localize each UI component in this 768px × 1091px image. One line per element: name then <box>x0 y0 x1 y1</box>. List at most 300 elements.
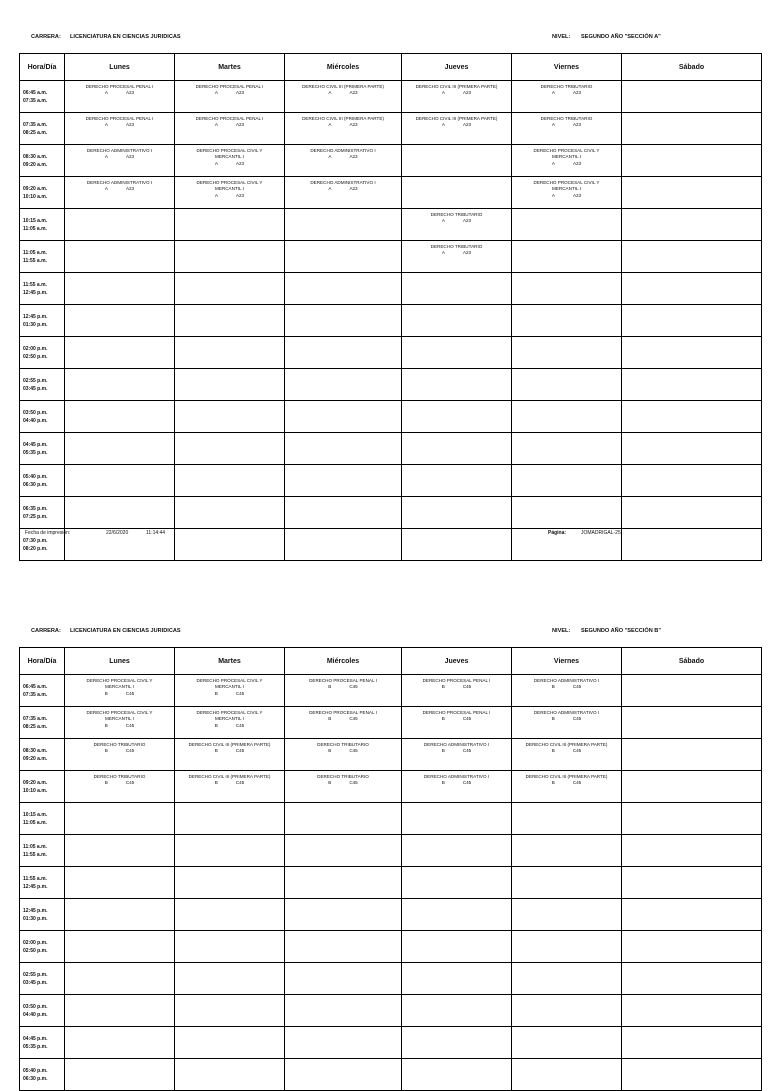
schedule-cell <box>402 241 512 273</box>
schedule-table <box>19 647 762 1091</box>
schedule-cell <box>65 145 175 177</box>
class-entry <box>175 116 284 129</box>
fecha-impresion: 22/6/2020 <box>106 530 129 536</box>
class-entry <box>65 116 174 129</box>
schedule-cell <box>175 81 285 113</box>
time-start: 03:50 p.m. <box>23 409 48 416</box>
class-entry <box>512 180 621 199</box>
schedule-cell <box>402 497 512 529</box>
class-entry <box>512 84 621 97</box>
time-start: 07:35 a.m. <box>23 121 48 128</box>
course-name-cont: MERCANTIL I <box>215 716 244 722</box>
time-slot <box>20 835 65 867</box>
section-code: A <box>551 160 555 166</box>
nivel-value: SEGUNDO AÑO "SECCIÓN B" <box>581 628 661 634</box>
course-name: DERECHO TRIBUTARIO <box>317 742 369 747</box>
fecha-impresion-label: Fecha de impresión: <box>25 530 71 536</box>
pagina-label: Página: <box>548 530 567 536</box>
section-code: A <box>104 154 108 160</box>
schedule-cell <box>175 497 285 529</box>
room-code: A23 <box>235 160 245 166</box>
time-slot <box>20 497 65 529</box>
time-slot <box>20 803 65 835</box>
course-name: DERECHO PROCESAL PENAL I <box>422 710 491 715</box>
schedule-cell <box>402 273 512 305</box>
course-name: DERECHO CIVIL III (PRIMERA PARTE) <box>188 742 271 747</box>
schedule-cell <box>402 867 512 899</box>
nivel-value: SEGUNDO AÑO "SECCIÓN A" <box>581 34 661 40</box>
schedule-cell <box>402 995 512 1027</box>
time-end: 06:30 p.m. <box>23 1075 48 1082</box>
schedule-cell <box>175 995 285 1027</box>
course-name-cont: MERCANTIL I <box>215 154 244 160</box>
time-slot <box>20 465 65 497</box>
schedule-cell <box>285 465 402 497</box>
time-end: 02:50 p.m. <box>23 353 48 360</box>
schedule-cell <box>175 273 285 305</box>
table-row <box>20 739 762 771</box>
table-row <box>20 1027 762 1059</box>
time-slot <box>20 81 65 113</box>
course-meta <box>285 748 401 754</box>
time-end: 10:10 a.m. <box>23 787 48 794</box>
time-end: 11:05 a.m. <box>23 819 47 826</box>
header-day-2: Miércoles <box>285 648 402 675</box>
course-name: DERECHO ADMINISTRATIVO I <box>533 710 600 715</box>
time-end: 07:25 p.m. <box>23 513 48 520</box>
table-row <box>20 81 762 113</box>
table-row <box>20 177 762 209</box>
time-end: 08:20 p.m. <box>23 545 48 552</box>
schedule-cell <box>512 675 622 707</box>
schedule-cell <box>65 273 175 305</box>
table-row <box>20 369 762 401</box>
schedule-cell <box>622 995 762 1027</box>
schedule-cell <box>175 113 285 145</box>
time-slot <box>20 305 65 337</box>
time-start: 12:45 p.m. <box>23 907 48 914</box>
room-code: C45 <box>349 748 358 754</box>
schedule-cell <box>512 177 622 209</box>
time-end: 03:45 p.m. <box>23 385 48 392</box>
schedule-cell <box>175 867 285 899</box>
class-entry <box>175 710 284 729</box>
schedule-cell <box>402 771 512 803</box>
section-code: A <box>214 122 218 128</box>
schedule-cell <box>622 209 762 241</box>
course-meta <box>65 186 174 192</box>
schedule-cell <box>512 1027 622 1059</box>
room-code: C45 <box>235 748 245 754</box>
schedule-cell <box>285 867 402 899</box>
course-meta <box>65 90 174 96</box>
schedule-cell <box>65 369 175 401</box>
room-code: A23 <box>349 186 358 192</box>
time-slot <box>20 963 65 995</box>
schedule-cell <box>512 273 622 305</box>
schedule-cell <box>622 1027 762 1059</box>
course-meta <box>402 716 511 722</box>
schedule-cell <box>65 739 175 771</box>
section-code: A <box>441 122 445 128</box>
schedule-cell <box>285 963 402 995</box>
header-day-3: Jueves <box>402 648 512 675</box>
header-hora-dia: Hora/Día <box>20 54 65 81</box>
course-name-cont: MERCANTIL I <box>552 154 581 160</box>
section-code: B <box>441 716 445 722</box>
schedule-cell <box>65 1027 175 1059</box>
class-entry <box>285 148 401 161</box>
schedule-cell <box>285 803 402 835</box>
schedule-cell <box>622 529 762 561</box>
header-hora-dia: Hora/Día <box>20 648 65 675</box>
table-row <box>20 771 762 803</box>
schedule-cell <box>285 337 402 369</box>
class-entry <box>65 678 174 697</box>
course-meta <box>402 90 511 96</box>
room-code: A23 <box>125 122 135 128</box>
schedule-cell <box>285 931 402 963</box>
room-code: C45 <box>349 780 358 786</box>
table-row <box>20 675 762 707</box>
course-name: DERECHO CIVIL III (PRIMERA PARTE) <box>525 774 608 779</box>
course-name: DERECHO PROCESAL PENAL I <box>422 678 491 683</box>
class-entry <box>512 774 621 787</box>
section-code: B <box>104 690 108 696</box>
schedule-cell <box>402 963 512 995</box>
schedule-cell <box>65 401 175 433</box>
course-name: DERECHO PROCESAL PENAL I <box>85 84 154 89</box>
table-row <box>20 803 762 835</box>
hora-impresion: 11:14:44 <box>146 530 166 536</box>
room-code: A23 <box>235 192 245 198</box>
course-name: DERECHO CIVIL III (PRIMERA PARTE) <box>415 84 498 89</box>
course-meta <box>65 780 174 786</box>
schedule-cell <box>285 81 402 113</box>
class-entry <box>512 148 621 167</box>
time-end: 10:10 a.m. <box>23 193 48 200</box>
schedule-cell <box>175 707 285 739</box>
time-slot <box>20 867 65 899</box>
table-row <box>20 931 762 963</box>
course-name: DERECHO PROCESAL CIVIL Y <box>196 180 263 185</box>
course-name: DERECHO TRIBUTARIO <box>540 84 593 89</box>
time-start: 04:45 p.m. <box>23 1035 48 1042</box>
schedule-cell <box>175 963 285 995</box>
time-slot <box>20 177 65 209</box>
class-entry <box>402 244 511 257</box>
schedule-cell <box>512 209 622 241</box>
time-slot <box>20 113 65 145</box>
time-end: 06:30 p.m. <box>23 481 48 488</box>
time-end: 07:35 a.m. <box>23 691 48 698</box>
section-code: A <box>104 122 108 128</box>
time-start: 11:05 a.m. <box>23 843 47 850</box>
schedule-cell <box>622 177 762 209</box>
room-code: C45 <box>572 780 582 786</box>
schedule-cell <box>65 1059 175 1091</box>
schedule-cell <box>175 675 285 707</box>
room-code: A23 <box>572 122 582 128</box>
schedule-cell <box>175 1027 285 1059</box>
time-slot <box>20 707 65 739</box>
table-row <box>20 209 762 241</box>
section-code: B <box>104 722 108 728</box>
schedule-cell <box>65 209 175 241</box>
room-code: A23 <box>125 154 135 160</box>
course-meta <box>175 122 284 128</box>
time-start: 03:50 p.m. <box>23 1003 48 1010</box>
schedule-cell <box>622 675 762 707</box>
schedule-cell <box>65 465 175 497</box>
schedule-cell <box>175 305 285 337</box>
schedule-cell <box>622 433 762 465</box>
carrera-value: LICENCIATURA EN CIENCIAS JURIDICAS <box>70 628 181 634</box>
class-entry <box>285 180 401 193</box>
section-code: B <box>441 780 445 786</box>
class-entry <box>175 84 284 97</box>
course-name: DERECHO PROCESAL CIVIL Y <box>533 148 600 153</box>
course-name: DERECHO PROCESAL PENAL I <box>309 710 377 715</box>
course-meta <box>285 684 401 690</box>
schedule-cell <box>175 771 285 803</box>
schedule-cell <box>622 305 762 337</box>
schedule-cell <box>65 241 175 273</box>
schedule-cell <box>402 401 512 433</box>
schedule-cell <box>175 1059 285 1091</box>
room-code: A23 <box>125 186 135 192</box>
time-slot <box>20 1027 65 1059</box>
section-code: A <box>328 186 332 192</box>
class-entry <box>175 180 284 199</box>
schedule-cell <box>512 465 622 497</box>
class-entry <box>65 148 174 161</box>
class-entry <box>175 148 284 167</box>
class-entry <box>512 742 621 755</box>
room-code: A23 <box>235 90 245 96</box>
table-row <box>20 995 762 1027</box>
pagina-value: JOMADRIGAL-25 <box>581 530 621 536</box>
schedule-cell <box>402 337 512 369</box>
schedule-cell <box>622 401 762 433</box>
course-meta <box>512 684 621 690</box>
section-code: A <box>214 160 218 166</box>
class-entry <box>512 116 621 129</box>
time-slot <box>20 739 65 771</box>
header-day-1: Martes <box>175 648 285 675</box>
course-meta <box>175 723 284 729</box>
schedule-cell <box>512 1059 622 1091</box>
course-meta <box>65 691 174 697</box>
class-entry <box>285 710 401 723</box>
schedule-cell <box>285 145 402 177</box>
table-row <box>20 529 762 561</box>
section-code: A <box>551 192 555 198</box>
course-name: DERECHO PROCESAL PENAL I <box>195 116 264 121</box>
time-slot <box>20 145 65 177</box>
schedule-cell <box>622 803 762 835</box>
schedule-cell <box>622 1059 762 1091</box>
table-row <box>20 305 762 337</box>
time-end: 01:30 p.m. <box>23 321 48 328</box>
schedule-cell <box>175 931 285 963</box>
section-code: A <box>214 192 218 198</box>
section-code: A <box>214 90 218 96</box>
time-start: 02:55 p.m. <box>23 377 48 384</box>
schedule-cell <box>175 835 285 867</box>
schedule-cell <box>512 899 622 931</box>
room-code: C45 <box>235 780 245 786</box>
section-code: B <box>328 780 332 786</box>
table-row <box>20 273 762 305</box>
table-row <box>20 899 762 931</box>
schedule-cell <box>285 899 402 931</box>
schedule-cell <box>512 369 622 401</box>
schedule-cell <box>512 867 622 899</box>
section-code: B <box>551 780 555 786</box>
table-row <box>20 241 762 273</box>
class-entry <box>285 84 401 97</box>
schedule-cell <box>512 337 622 369</box>
schedule-cell <box>65 995 175 1027</box>
class-entry <box>285 678 401 691</box>
schedule-cell <box>65 803 175 835</box>
time-slot <box>20 401 65 433</box>
time-start: 02:55 p.m. <box>23 971 48 978</box>
schedule-cell <box>175 209 285 241</box>
section-code: A <box>441 90 445 96</box>
section-code: B <box>328 716 332 722</box>
course-name: DERECHO PROCESAL CIVIL Y <box>86 678 153 683</box>
schedule-cell <box>512 739 622 771</box>
schedule-cell <box>285 1027 402 1059</box>
nivel-label: NIVEL: <box>552 34 571 40</box>
schedule-cell <box>175 401 285 433</box>
course-name: DERECHO ADMINISTRATIVO I <box>533 678 600 683</box>
course-meta <box>285 122 401 128</box>
schedule-cell <box>65 177 175 209</box>
course-meta <box>175 193 284 199</box>
schedule-cell <box>512 241 622 273</box>
time-start: 07:30 p.m. <box>23 537 48 544</box>
room-code: C45 <box>349 716 358 722</box>
course-name: DERECHO TRIBUTARIO <box>93 742 146 747</box>
schedule-cell <box>65 81 175 113</box>
schedule-cell <box>402 465 512 497</box>
class-entry <box>175 678 284 697</box>
time-slot <box>20 209 65 241</box>
time-end: 07:35 a.m. <box>23 97 48 104</box>
course-meta <box>512 193 621 199</box>
course-meta <box>285 186 401 192</box>
schedule-cell <box>65 675 175 707</box>
schedule-cell <box>65 337 175 369</box>
course-meta <box>512 716 621 722</box>
course-name: DERECHO ADMINISTRATIVO I <box>86 180 153 185</box>
room-code: A23 <box>349 90 358 96</box>
course-meta <box>402 748 511 754</box>
course-name: DERECHO ADMINISTRATIVO I <box>423 774 490 779</box>
time-slot <box>20 995 65 1027</box>
course-name: DERECHO PROCESAL PENAL I <box>195 84 264 89</box>
room-code: A23 <box>462 250 472 256</box>
course-name-cont: MERCANTIL I <box>552 186 581 192</box>
time-end: 11:55 a.m. <box>23 257 47 264</box>
schedule-cell <box>402 931 512 963</box>
course-meta <box>402 250 511 256</box>
section-code: B <box>551 684 555 690</box>
course-meta <box>512 161 621 167</box>
time-slot <box>20 1059 65 1091</box>
course-meta <box>65 723 174 729</box>
table-row <box>20 497 762 529</box>
course-meta <box>65 122 174 128</box>
header-day-1: Martes <box>175 54 285 81</box>
schedule-cell <box>402 209 512 241</box>
class-entry <box>65 742 174 755</box>
section-code: B <box>214 780 218 786</box>
schedule-cell <box>285 113 402 145</box>
schedule-table <box>19 53 762 561</box>
course-meta <box>512 780 621 786</box>
time-start: 10:15 a.m. <box>23 217 48 224</box>
class-entry <box>285 742 401 755</box>
section-code: A <box>328 122 332 128</box>
section-code: B <box>214 748 218 754</box>
section-code: A <box>328 90 332 96</box>
time-end: 12:45 p.m. <box>23 289 48 296</box>
schedule-cell <box>402 803 512 835</box>
section-code: A <box>441 218 445 224</box>
course-name: DERECHO CIVIL III (PRIMERA PARTE) <box>525 742 608 747</box>
course-meta <box>175 161 284 167</box>
room-code: A23 <box>572 160 582 166</box>
course-name: DERECHO ADMINISTRATIVO I <box>310 148 376 153</box>
time-slot <box>20 337 65 369</box>
time-start: 06:35 p.m. <box>23 505 48 512</box>
schedule-cell <box>65 707 175 739</box>
schedule-cell <box>402 835 512 867</box>
schedule-cell <box>402 707 512 739</box>
time-start: 11:55 a.m. <box>23 281 47 288</box>
time-start: 05:40 p.m. <box>23 1067 48 1074</box>
course-name-cont: MERCANTIL I <box>215 684 244 690</box>
course-name: DERECHO CIVIL III (PRIMERA PARTE) <box>302 84 384 89</box>
time-start: 12:45 p.m. <box>23 313 48 320</box>
header-day-4: Viernes <box>512 54 622 81</box>
carrera-label: CARRERA: <box>31 34 61 40</box>
room-code: C45 <box>572 684 582 690</box>
class-entry <box>402 742 511 755</box>
time-start: 02:00 p.m. <box>23 345 48 352</box>
room-code: A23 <box>462 90 472 96</box>
table-row <box>20 113 762 145</box>
course-name: DERECHO PROCESAL PENAL I <box>309 678 377 683</box>
time-start: 08:30 a.m. <box>23 747 48 754</box>
class-entry <box>512 678 621 691</box>
course-meta <box>65 748 174 754</box>
room-code: C45 <box>462 684 472 690</box>
schedule-cell <box>285 433 402 465</box>
schedule-cell <box>622 145 762 177</box>
table-row <box>20 465 762 497</box>
schedule-cell <box>175 465 285 497</box>
course-name: DERECHO CIVIL III (PRIMERA PARTE) <box>188 774 271 779</box>
header-day-3: Jueves <box>402 54 512 81</box>
schedule-cell <box>402 113 512 145</box>
class-entry <box>285 774 401 787</box>
course-name: DERECHO PROCESAL CIVIL Y <box>196 678 263 683</box>
